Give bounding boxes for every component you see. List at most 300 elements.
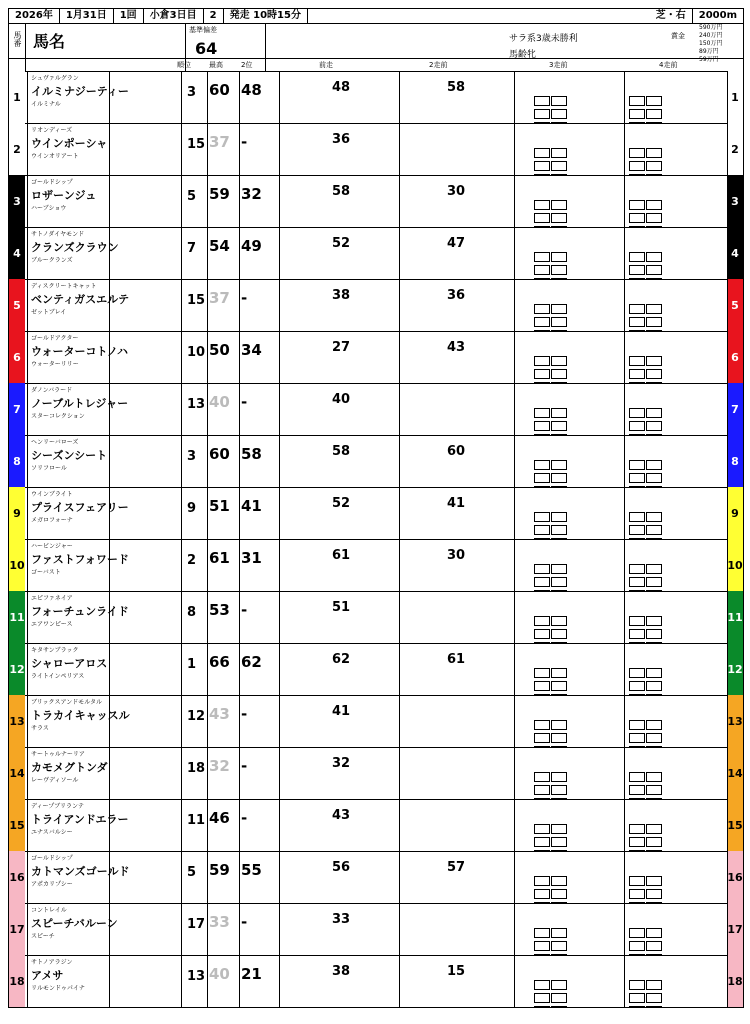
horse-number-right: 15 (727, 799, 743, 851)
run-grid-cell (629, 629, 645, 639)
run-grid-cell (629, 408, 645, 418)
sire-name: ディープブリランテ (31, 803, 84, 810)
run-grid-cell (646, 161, 662, 171)
dam-name: ゼットブレイ (31, 309, 67, 316)
run-score: 52 (332, 236, 351, 251)
horse-number-right: 9 (727, 487, 743, 539)
run-grid-cell (534, 733, 550, 743)
horse-name: カモメグトンダ (31, 761, 108, 774)
empty-run-prev3 (534, 356, 584, 376)
run-grid-cell (646, 824, 662, 834)
column-divider (27, 539, 28, 591)
column-divider (181, 955, 182, 1007)
run-grid-cell (629, 577, 645, 587)
run-grid-cell (629, 668, 645, 678)
horse-name: ノーブルトレジャー (31, 397, 129, 410)
run-grid-cell (551, 772, 567, 782)
horse-row (8, 71, 744, 124)
best-score: 59 (209, 861, 230, 879)
horse-number-right: 12 (727, 643, 743, 695)
race-class: サラ系3歳未勝利 (509, 34, 578, 44)
empty-run-prev3 (534, 928, 584, 948)
rank-value: 17 (187, 917, 206, 932)
run-grid-cell (551, 616, 567, 626)
column-divider (399, 71, 400, 123)
column-divider (514, 123, 515, 175)
run-grid-cell (534, 200, 550, 210)
run-prev2 (399, 73, 509, 119)
column-divider (239, 747, 240, 799)
column-divider (239, 695, 240, 747)
column-divider (207, 227, 208, 279)
rank-value: 11 (187, 813, 206, 828)
run-grid-cell (551, 1006, 567, 1008)
dam-name: ブルークランズ (31, 257, 73, 264)
column-divider (109, 71, 110, 123)
column-divider (109, 591, 110, 643)
run-grid-cell (646, 629, 662, 639)
col-rank: 順位 (177, 61, 191, 69)
column-divider (181, 851, 182, 903)
run-grid-cell (551, 837, 567, 847)
second-score: - (241, 809, 248, 827)
run-grid-cell (534, 109, 550, 119)
run-grid-cell (629, 928, 645, 938)
run-prev2 (399, 697, 509, 743)
run-prev2 (399, 645, 509, 691)
empty-run-prev3 (534, 96, 584, 116)
column-divider (624, 903, 625, 955)
run-score: 61 (447, 652, 466, 667)
run-prev (284, 177, 394, 223)
run-prev (284, 385, 394, 431)
run-grid-cell (534, 564, 550, 574)
column-divider (279, 71, 280, 123)
horse-number-right: 16 (727, 851, 743, 903)
sire-name: ヘンリーバローズ (31, 439, 79, 446)
run-prev2 (399, 229, 509, 275)
empty-run-prev4 (629, 460, 679, 480)
run-grid-cell (629, 473, 645, 483)
run-grid-cell (646, 96, 662, 106)
column-divider (27, 591, 28, 643)
second-score: 49 (241, 237, 262, 255)
run-grid-cell (629, 525, 645, 535)
run-prev2 (399, 489, 509, 535)
horse-number-right: 7 (727, 383, 743, 435)
column-divider (399, 643, 400, 695)
column-divider (109, 435, 110, 487)
run-grid-cell (551, 681, 567, 691)
run-prev (284, 853, 394, 899)
empty-run-prev4 (629, 668, 679, 688)
run-grid-cell (629, 993, 645, 1003)
run-grid-cell (551, 941, 567, 951)
run-grid-cell (551, 421, 567, 431)
run-prev2 (399, 437, 509, 483)
second-score: 32 (241, 185, 262, 203)
column-divider (279, 851, 280, 903)
run-grid-cell (551, 473, 567, 483)
column-divider (181, 695, 182, 747)
column-divider (399, 383, 400, 435)
empty-run-prev4 (629, 980, 679, 1000)
column-divider (514, 747, 515, 799)
dam-name: ウォーターリリー (31, 361, 79, 368)
run-grid-cell (534, 408, 550, 418)
run-grid-cell (646, 109, 662, 119)
run-prev2 (399, 333, 509, 379)
column-divider (279, 279, 280, 331)
horse-number-left: 6 (9, 331, 25, 383)
column-divider (727, 279, 728, 331)
run-grid-cell (534, 577, 550, 587)
empty-run-prev3 (534, 460, 584, 480)
column-divider (109, 175, 110, 227)
dam-name: メガロフォーナ (31, 517, 73, 524)
horse-name: ウインポーシャ (31, 137, 108, 150)
run-grid-cell (551, 304, 567, 314)
empty-run-prev4 (629, 252, 679, 272)
dam-name: ハーブショウ (31, 205, 67, 212)
second-score: 21 (241, 965, 262, 983)
rank-value: 15 (187, 137, 206, 152)
sire-name: ゴールドシップ (31, 179, 73, 186)
column-divider (624, 695, 625, 747)
empty-run-prev3 (534, 512, 584, 532)
horse-name: フォーチュンライド (31, 605, 129, 618)
column-divider (624, 643, 625, 695)
horse-number-left: 3 (9, 175, 25, 227)
race-number: 2 (204, 9, 224, 23)
run-grid-cell (551, 564, 567, 574)
second-score: - (241, 393, 248, 411)
empty-run-prev4 (629, 616, 679, 636)
empty-run-prev3 (534, 200, 584, 220)
column-divider (207, 903, 208, 955)
best-score: 50 (209, 341, 230, 359)
horse-number-left: 2 (9, 123, 25, 175)
second-score: - (241, 601, 248, 619)
run-grid-cell (534, 304, 550, 314)
dam-name: サラス (31, 725, 49, 732)
horse-row (8, 591, 744, 644)
run-grid-cell (646, 525, 662, 535)
run-grid-cell (534, 161, 550, 171)
run-prev (284, 125, 394, 171)
column-divider (727, 643, 728, 695)
column-divider (624, 383, 625, 435)
run-grid-cell (646, 460, 662, 470)
run-grid-cell (646, 304, 662, 314)
run-prev (284, 281, 394, 327)
run-prev2 (399, 125, 509, 171)
column-divider (109, 383, 110, 435)
empty-run-prev3 (534, 408, 584, 428)
run-grid-cell (629, 213, 645, 223)
horse-number-left: 18 (9, 955, 25, 1007)
horse-row (8, 903, 744, 956)
column-divider (207, 175, 208, 227)
run-grid-cell (646, 369, 662, 379)
surface: 芝・右 (650, 9, 693, 23)
run-grid-cell (646, 980, 662, 990)
column-divider (239, 435, 240, 487)
run-grid-cell (629, 941, 645, 951)
run-prev (284, 593, 394, 639)
column-divider (239, 227, 240, 279)
rank-value: 10 (187, 345, 206, 360)
run-grid-cell (534, 837, 550, 847)
dam-name: ライトインペリアス (31, 673, 85, 680)
column-divider (207, 123, 208, 175)
run-score: 32 (332, 756, 351, 771)
column-divider (624, 591, 625, 643)
empty-run-prev4 (629, 96, 679, 116)
run-grid-cell (629, 200, 645, 210)
run-prev (284, 645, 394, 691)
column-divider (27, 123, 28, 175)
horse-number-left: 4 (9, 227, 25, 279)
horse-name: スピーチバルーン (31, 917, 118, 930)
empty-run-prev4 (629, 824, 679, 844)
column-divider (399, 799, 400, 851)
column-divider (27, 903, 28, 955)
round: 1回 (114, 9, 144, 23)
sire-name: コントレイル (31, 907, 67, 914)
column-divider (109, 539, 110, 591)
horse-name: ファストフォワード (31, 553, 129, 566)
run-prev2 (399, 957, 509, 1003)
best-score: 33 (209, 913, 230, 931)
run-grid-cell (646, 1006, 662, 1008)
run-prev (284, 489, 394, 535)
run-score: 36 (332, 132, 351, 147)
run-grid-cell (534, 941, 550, 951)
run-score: 41 (332, 704, 351, 719)
empty-run-prev3 (534, 148, 584, 168)
run-grid-cell (551, 993, 567, 1003)
column-divider (109, 955, 110, 1007)
column-divider (207, 643, 208, 695)
horse-number-right: 18 (727, 955, 743, 1007)
best-score: 32 (209, 757, 230, 775)
column-divider (27, 383, 28, 435)
run-score: 36 (447, 288, 466, 303)
best-score: 51 (209, 497, 230, 515)
run-score: 40 (332, 392, 351, 407)
column-divider (514, 851, 515, 903)
column-divider (27, 175, 28, 227)
horse-number-left: 17 (9, 903, 25, 955)
base-label: 基準偏差 (189, 26, 217, 34)
column-divider (514, 279, 515, 331)
run-grid-cell (646, 889, 662, 899)
empty-run-prev4 (629, 564, 679, 584)
run-grid-cell (629, 460, 645, 470)
best-score: 46 (209, 809, 230, 827)
rank-value: 8 (187, 605, 197, 620)
column-divider (279, 383, 280, 435)
run-prev2 (399, 853, 509, 899)
horse-number-right: 4 (727, 227, 743, 279)
column-divider (239, 851, 240, 903)
run-score: 61 (332, 548, 351, 563)
run-grid-cell (629, 720, 645, 730)
column-divider (109, 331, 110, 383)
run-grid-cell (534, 772, 550, 782)
empty-run-prev4 (629, 876, 679, 896)
second-score: 41 (241, 497, 262, 515)
horse-number-left: 12 (9, 643, 25, 695)
column-divider (181, 747, 182, 799)
horse-number-right: 3 (727, 175, 743, 227)
horse-number-right: 5 (727, 279, 743, 331)
horse-row (8, 279, 744, 332)
horse-row (8, 487, 744, 540)
empty-run-prev3 (534, 616, 584, 636)
run-grid-cell (534, 616, 550, 626)
horse-row (8, 851, 744, 904)
run-grid-cell (629, 681, 645, 691)
run-grid-cell (551, 889, 567, 899)
column-divider (399, 435, 400, 487)
column-divider (181, 799, 182, 851)
horse-number-left: 5 (9, 279, 25, 331)
dam-name: イルミナル (31, 101, 61, 108)
column-divider (181, 279, 182, 331)
column-divider (207, 435, 208, 487)
run-score: 47 (447, 236, 466, 251)
rank-value: 7 (187, 241, 197, 256)
column-divider (514, 539, 515, 591)
run-grid-cell (534, 980, 550, 990)
column-divider (624, 539, 625, 591)
column-divider (727, 487, 728, 539)
col-best: 最高 (209, 61, 223, 69)
best-score: 40 (209, 393, 230, 411)
distance: 2000m (698, 10, 737, 21)
run-grid-cell (534, 889, 550, 899)
run-grid-cell (534, 681, 550, 691)
column-divider (239, 643, 240, 695)
run-grid-cell (534, 1006, 550, 1008)
column-divider (239, 71, 240, 123)
prize-label: 賞金 (671, 32, 685, 40)
run-grid-cell (629, 733, 645, 743)
column-divider (181, 591, 182, 643)
column-divider (27, 799, 28, 851)
column-divider (207, 851, 208, 903)
run-grid-cell (534, 629, 550, 639)
column-divider (181, 71, 182, 123)
column-divider (279, 591, 280, 643)
column-divider (207, 279, 208, 331)
second-score: 48 (241, 81, 262, 99)
run-prev2 (399, 801, 509, 847)
column-divider (181, 903, 182, 955)
horse-name: トライアンドエラー (31, 813, 129, 826)
run-grid-cell (629, 109, 645, 119)
horse-row (8, 643, 744, 696)
run-grid-cell (646, 616, 662, 626)
horse-number-left: 13 (9, 695, 25, 747)
sire-name: キタサンブラック (31, 647, 79, 654)
run-grid-cell (629, 317, 645, 327)
horse-name: トラカイキャッスル (31, 709, 130, 722)
run-grid-cell (551, 733, 567, 743)
column-divider (399, 227, 400, 279)
column-divider (399, 851, 400, 903)
run-grid-cell (534, 512, 550, 522)
column-divider (514, 71, 515, 123)
column-divider (207, 747, 208, 799)
sire-name: リオンディーズ (31, 127, 73, 134)
dam-name: リルモンドゥパイナ (31, 985, 85, 992)
run-score: 41 (447, 496, 466, 511)
column-divider (207, 71, 208, 123)
best-score: 59 (209, 185, 230, 203)
col-prev4: 4走前 (659, 61, 678, 69)
date: 1月31日 (60, 9, 114, 23)
col-prev3: 3走前 (549, 61, 568, 69)
run-grid-cell (646, 356, 662, 366)
run-grid-cell (551, 460, 567, 470)
column-divider (239, 123, 240, 175)
run-grid-cell (646, 252, 662, 262)
race-header (8, 8, 744, 24)
run-grid-cell (551, 265, 567, 275)
column-divider (399, 279, 400, 331)
empty-run-prev3 (534, 980, 584, 1000)
run-grid-cell (646, 720, 662, 730)
run-grid-cell (629, 889, 645, 899)
sire-name: ディスクリートキャット (31, 283, 97, 290)
run-grid-cell (551, 928, 567, 938)
column-divider (207, 539, 208, 591)
empty-run-prev4 (629, 772, 679, 792)
column-header (8, 58, 744, 72)
sire-name: ウインブライト (31, 491, 73, 498)
weight-rule: 馬齢牝 (509, 50, 537, 60)
column-divider (514, 435, 515, 487)
column-divider (279, 539, 280, 591)
column-divider (399, 903, 400, 955)
empty-run-prev4 (629, 720, 679, 740)
run-grid-cell (646, 564, 662, 574)
sire-name: エピファネイア (31, 595, 73, 602)
horse-row (8, 227, 744, 280)
venue: 小倉3日目 (144, 9, 204, 23)
run-grid-cell (646, 941, 662, 951)
horse-row (8, 695, 744, 748)
column-divider (399, 955, 400, 1007)
column-divider (239, 591, 240, 643)
column-divider (27, 279, 28, 331)
horse-number-left: 10 (9, 539, 25, 591)
horse-row (8, 747, 744, 800)
empty-run-prev4 (629, 148, 679, 168)
run-prev (284, 437, 394, 483)
run-grid-cell (646, 733, 662, 743)
run-grid-cell (551, 96, 567, 106)
column-divider (279, 643, 280, 695)
column-divider (624, 123, 625, 175)
run-grid-cell (551, 629, 567, 639)
run-grid-cell (551, 785, 567, 795)
horse-row (8, 539, 744, 592)
run-grid-cell (534, 928, 550, 938)
